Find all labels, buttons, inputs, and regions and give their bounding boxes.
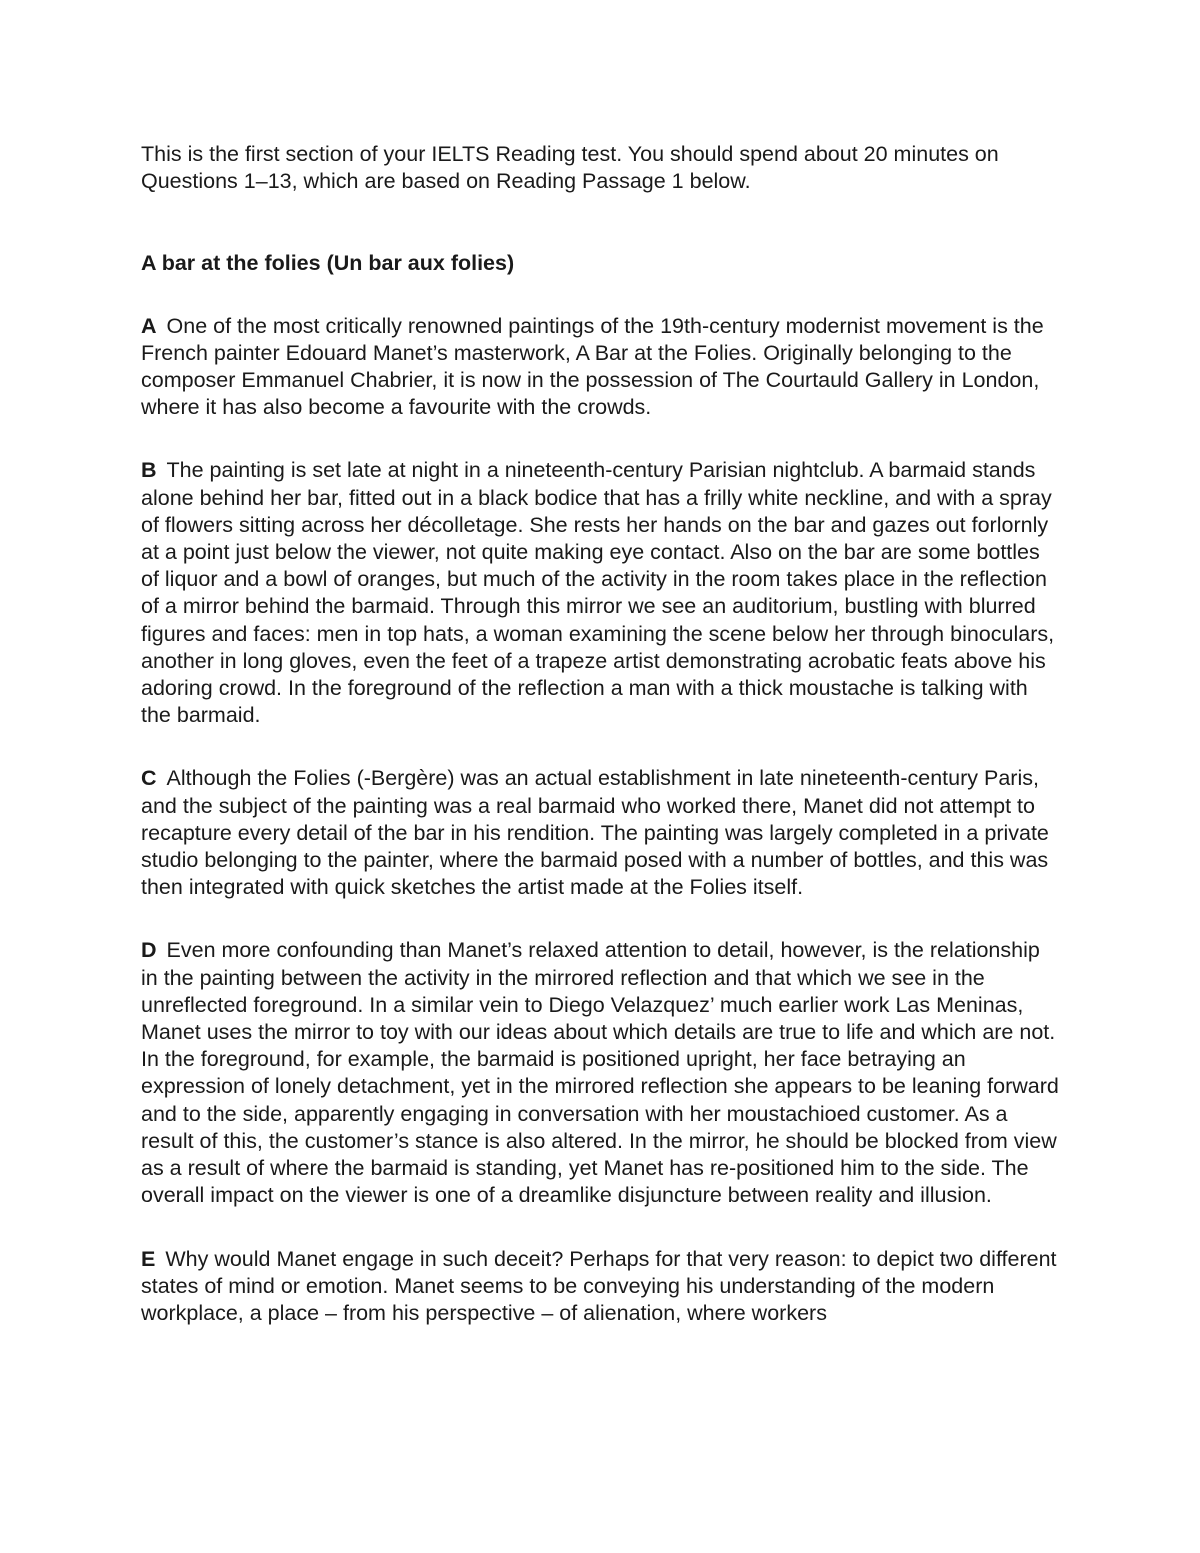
paragraph-letter: B [141, 458, 157, 483]
paragraph-text: One of the most critically renowned paintings of the 19th-century modernist movement is the French painter Edouard Manet’s masterwork, A Bar at the Folies. Originally belonging to the composer Emmanuel Chabrier, it is now in the possession of The Courtauld Gallery in London, where it has also become a favourite with the crowds. [141, 313, 1044, 420]
paragraph-letter: E [141, 1246, 156, 1271]
paragraph-text: Why would Manet engage in such deceit? Perhaps for that very reason: to depict two different states of mind or emotion. Manet seems to be conveying his understanding of the modern workplace, a place – from his perspective – of alienation, where workers [141, 1246, 1057, 1325]
paragraph-e [141, 1246, 1061, 1328]
passage-title: A bar at the folies (Un bar aux folies) [141, 251, 515, 276]
paragraph-text: Even more confounding than Manet’s relaxed attention to detail, however, is the relationship in the painting between the activity in the mirrored reflection and that which we see in the unreflected foreground. In a similar vein to Diego Velazquez’ much earlier work Las Meninas, Manet uses the mirror to toy with our ideas about which details are true to life and which are not. In the foreground, for example, the barmaid is positioned upright, her face betraying an expression of lonely detachment, yet in the mirrored reflection she appears to be leaning forward and to the side, apparently engaging in conversation with her moustachioed customer. As a result of this, the customer’s stance is also altered. In the mirror, he should be blocked from view as a result of where the barmaid is standing, yet Manet has re-positioned him to the side. The overall impact on the viewer is one of a dreamlike disjuncture between reality and illusion. [141, 938, 1059, 1208]
paragraph-letter: D [141, 938, 157, 963]
paragraph-text: Although the Folies (-Bergère) was an actual establishment in late nineteenth-century Paris, and the subject of the painting was a real barmaid who worked there, Manet did not attempt to recapture every detail of the bar in his rendition. The painting was largely completed in a private studio belonging to the painter, where the barmaid posed with a number of bottles, and this was then integrated with quick sketches the artist made at the Folies itself. [141, 766, 1049, 900]
document-page [141, 141, 1061, 1363]
paragraph-a [141, 313, 1061, 422]
paragraph-b [141, 457, 1061, 729]
paragraph-letter: A [141, 313, 157, 338]
paragraph-c [141, 765, 1061, 901]
paragraph-d [141, 937, 1061, 1209]
paragraph-letter: C [141, 766, 157, 791]
intro-text: This is the first section of your IELTS Reading test. You should spend about 20 minutes on Questions 1–13, which are based on Reading Passage 1 below. [141, 142, 999, 194]
paragraph-text: The painting is set late at night in a nineteenth-century Parisian nightclub. A barmaid stands alone behind her bar, fitted out in a black bodice that has a frilly white neckline, and with a spray of flowers sitting across her décolletage. She rests her hands on the bar and gazes out forlornly at a point just below the viewer, not quite making eye contact. Also on the bar are some bottles of liquor and a bowl of oranges, but much of the activity in the room takes place in the reflection of a mirror behind the barmaid. Through this mirror we see an auditorium, bustling with blurred figures and faces: men in top hats, a woman examining the scene below her through binoculars, another in long gloves, even the feet of a trapeze artist demonstrating acrobatic feats above his adoring crowd. In the foreground of the reflection a man with a thick moustache is talking with the barmaid. [141, 458, 1055, 728]
